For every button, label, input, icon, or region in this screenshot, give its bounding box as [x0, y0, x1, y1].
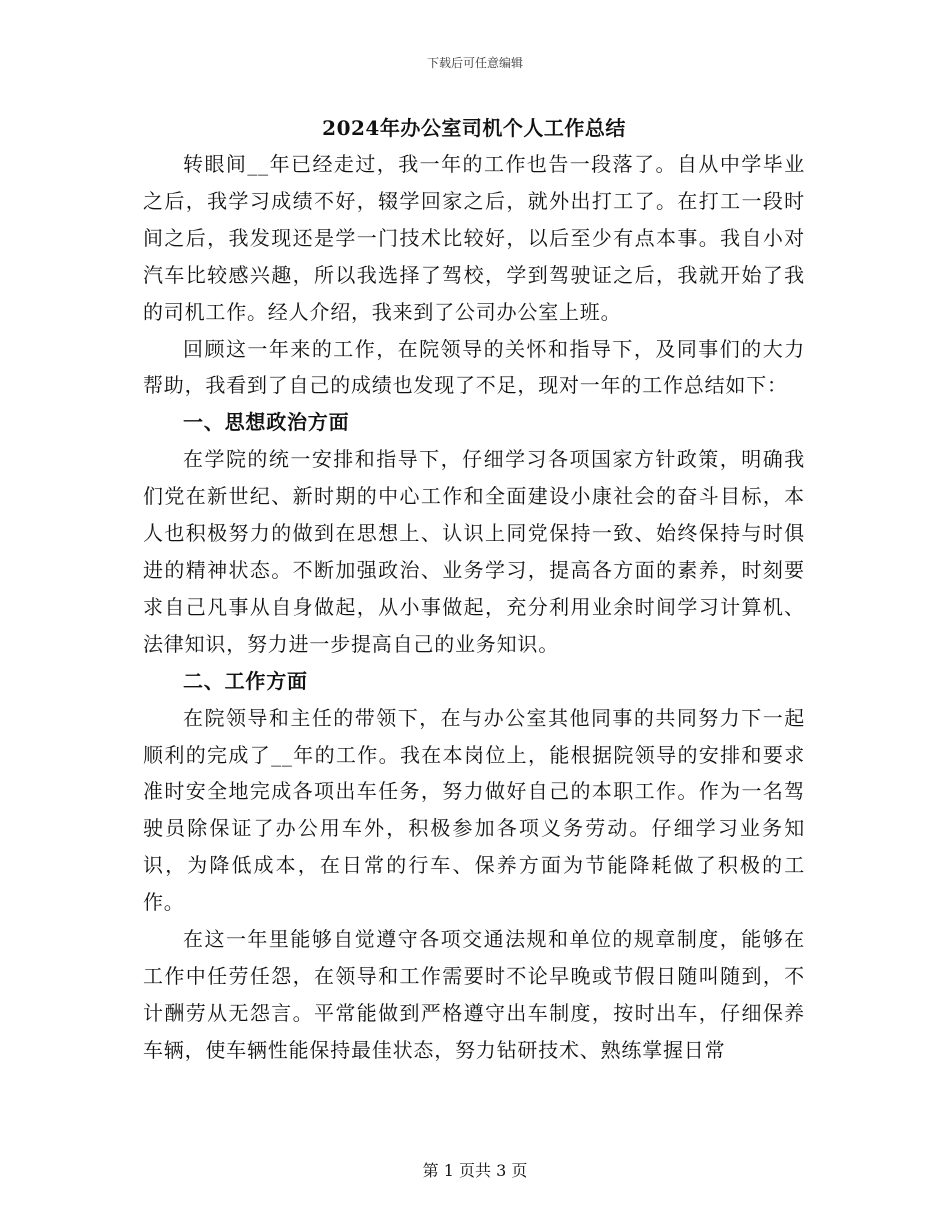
paragraph-discipline: 在这一年里能够自觉遵守各项交通法规和单位的规章制度，能够在工作中任劳任怨，在领导和工作需要时不论早晚或节假日随叫随到，不计酬劳从无怨言。平常能做到严格遵守出车制度，按时出车，仔细保养车辆，使车辆性能保持最佳状态，努力钻研技术、熟练掌握日常	[143, 927, 805, 1062]
document-body	[143, 110, 805, 1069]
paragraph-work: 在院领导和主任的带领下，在与办公室其他同事的共同努力下一起顺利的完成了__年的工作。我在本岗位上，能根据院领导的安排和要求准时安全地完成各项出车任务，努力做好自己的本职工作。作为一名驾驶员除保证了办公用车外，积极参加各项义务劳动。仔细学习业务知识，为降低成本，在日常的行车、保养方面为节能降耗做了积极的工作。	[143, 705, 805, 915]
section-heading-ideology: 一、思想政治方面	[183, 410, 350, 435]
paragraph-review: 回顾这一年来的工作，在院领导的关怀和指导下，及同事们的大力帮助，我看到了自己的成绩也发现了不足，现对一年的工作总结如下：	[143, 336, 805, 398]
page-footer: 第 1 页共 3 页	[422, 1161, 528, 1180]
page-header: 下载后可任意编辑	[426, 56, 523, 70]
paragraph-ideology: 在学院的统一安排和指导下，仔细学习各项国家方针政策，明确我们党在新世纪、新时期的中心工作和全面建设小康社会的奋斗目标，本人也积极努力的做到在思想上、认识上同党保持一致、始终保持与时俱进的精神状态。不断加强政治、业务学习，提高各方面的素养，时刻要求自己凡事从自身做起，从小事做起，充分利用业余时间学习计算机、法律知识，努力进一步提高自己的业务知识。	[143, 447, 805, 656]
section-heading-work: 二、工作方面	[183, 668, 308, 693]
paragraph-intro: 转眼间__年已经走过，我一年的工作也告一段落了。自从中学毕业之后，我学习成绩不好，辍学回家之后，就外出打工了。在打工一段时间之后，我发现还是学一门技术比较好，以后至少有点本事。我自小对汽车比较感兴趣，所以我选择了驾校，学到驾驶证之后，我就开始了我的司机工作。经人介绍，我来到了公司办公室上班。	[143, 152, 805, 324]
document-title: 2024年办公室司机个人工作总结	[322, 116, 626, 140]
